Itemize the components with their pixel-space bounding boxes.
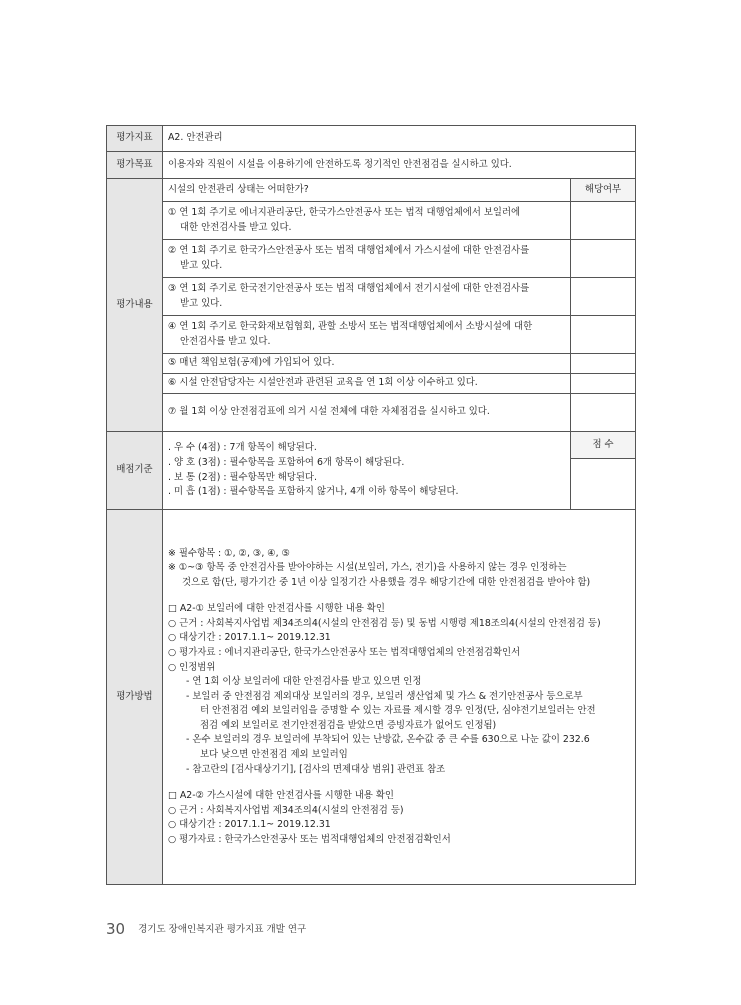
scoring-criteria: . 우 수 (4점) : 7개 항목이 해당된다. . 양 호 (3점) : 필수항목을 포함하여 6개 항목이 해당된다. . 보 통 (2점) : 필수항목만 해당된다. . 미 흡 (1점) : 필수항목을 포함하지 않거나, 4개 이하 항목이 해당된다. — [163, 432, 571, 510]
applicability-cell[interactable] — [571, 374, 636, 394]
content-item: ④ 연 1회 주기로 한국화재보험협회, 관할 소방서 또는 법적대행업체에서 소방시설에 대한 안전검사를 받고 있다. — [163, 316, 571, 354]
footer-title: 경기도 장애인복지관 평가지표 개발 연구 — [138, 924, 307, 935]
content-item: ⑤ 매년 책임보험(공제)에 가입되어 있다. — [163, 354, 571, 374]
applicability-cell[interactable] — [571, 240, 636, 278]
applicability-cell[interactable] — [571, 354, 636, 374]
applicability-cell[interactable] — [571, 394, 636, 432]
evaluation-method: ※ 필수항목 : ①, ②, ③, ④, ⑤ ※ ①~③ 항목 중 안전검사를 받아야하는 시설(보일러, 가스, 전기)을 사용하지 않는 경우 인정하는 것으로 함(단, 평가기간 중 1년 이상 일정기간 사용했을 경우 해당기간에 대한 안전점검을 받아야 함) □ A2-① 보일러에 대한 안전검사를 시행한 내용 확인 ○ 근거 : 사회복지사업법 제34조의4(시설의 안전점검 등) 및 동법 시행령 제18조의4(시설의 안전점검 등) ○ 대상기간 : 2017.1.1~ 2019.12.31 ○ 평가자료 : 에너지관리공단, 한국가스안전공사 또는 법적대행업체의 안전점검확인서 ○ 인정범위 - 연 1회 이상 보일러에 대한 안전검사를 받고 있으면 인정 - 보일러 중 안전점검 제외대상 보일러의 경우, 보일러 생산업체 및 가스 & 전기안전공사 등으로부 터 안전점검 예외 보일러임을 증명할 수 있는 자료를 제시할 경우 인정(단, 심야전기보일러는 안전 점검 예외 보일러로 전기안전점검을 받았으면 증빙자료가 없어도 인정됨) - 온수 보일러의 경우 보일러에 부착되어 있는 난방값, 온수값 중 큰 수를 630으로 나눈 값이 232.6 보다 낮으면 안전점검 제외 보일러임 - 참고란의 [검사대상기기], [검사의 면제대상 범위] 관련표 참조 □ A2-② 가스시설에 대한 안전검사를 시행한 내용 확인 ○ 근거 : 사회복지사업법 제34조의4(시설의 안전점검 등) ○ 대상기간 : 2017.1.1~ 2019.12.31 ○ 평가자료 : 한국가스안전공사 또는 법적대행업체의 안전점검확인서 — [163, 510, 636, 885]
applicability-cell[interactable] — [571, 316, 636, 354]
applicability-cell[interactable] — [571, 202, 636, 240]
page-number: 30 — [106, 920, 126, 938]
goal-value: 이용자와 직원이 시설을 이용하기에 안전하도록 정기적인 안전점검을 실시하고 있다. — [163, 152, 636, 179]
content-item: ① 연 1회 주기로 에너지관리공단, 한국가스안전공사 또는 법적 대행업체에서 보일러에 대한 안전검사를 받고 있다. — [163, 202, 571, 240]
scoring-label: 배점기준 — [107, 432, 163, 510]
page-footer — [106, 920, 306, 938]
indicator-value: A2. 안전관리 — [163, 126, 636, 152]
applicability-cell[interactable] — [571, 278, 636, 316]
indicator-label: 평가지표 — [107, 126, 163, 152]
content-item: ② 연 1회 주기로 한국가스안전공사 또는 법적 대행업체에서 가스시설에 대한 안전검사를 받고 있다. — [163, 240, 571, 278]
content-item: ⑥ 시설 안전담당자는 시설안전과 관련된 교육을 연 1회 이상 이수하고 있다. — [163, 374, 571, 394]
score-header: 점 수 — [571, 432, 636, 459]
content-question: 시설의 안전관리 상태는 어떠한가? — [163, 179, 571, 202]
evaluation-table — [106, 125, 636, 885]
content-label: 평가내용 — [107, 179, 163, 432]
content-item: ⑦ 월 1회 이상 안전점검표에 의거 시설 전체에 대한 자체점검을 실시하고 있다. — [163, 394, 571, 432]
content-item: ③ 연 1회 주기로 한국전기안전공사 또는 법적 대행업체에서 전기시설에 대한 안전검사를 받고 있다. — [163, 278, 571, 316]
score-cell[interactable] — [571, 459, 636, 510]
applicability-header: 해당여부 — [571, 179, 636, 202]
goal-label: 평가목표 — [107, 152, 163, 179]
method-label: 평가방법 — [107, 510, 163, 885]
